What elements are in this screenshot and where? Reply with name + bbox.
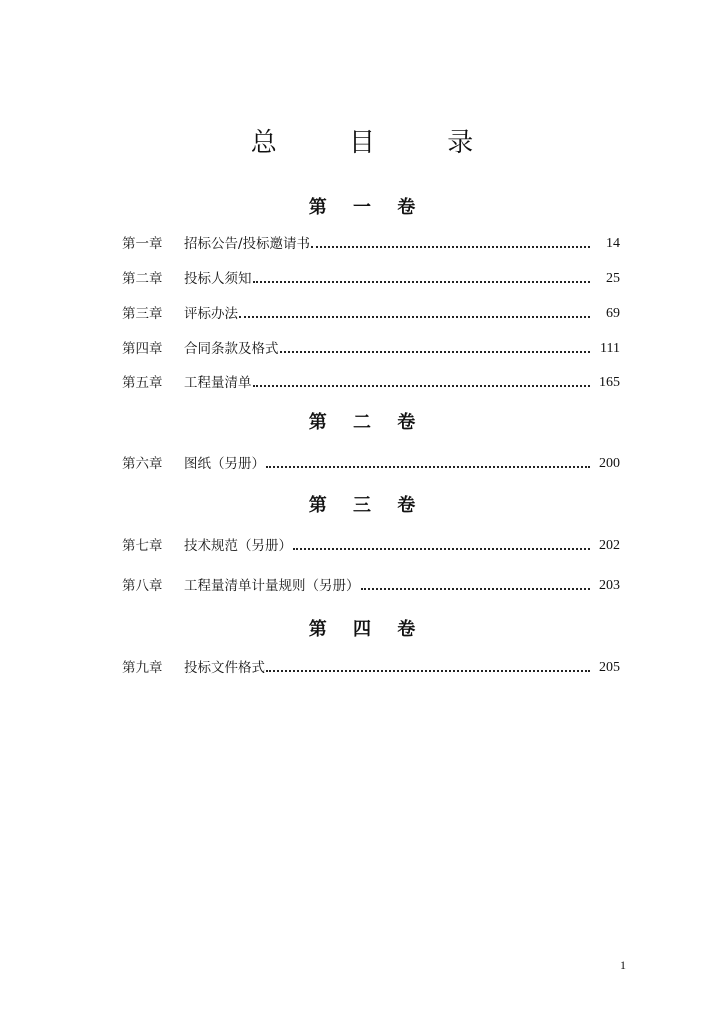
dot-leader — [361, 576, 591, 596]
page-number: 69 — [606, 306, 620, 321]
dot-leader — [253, 373, 591, 393]
chapter-title: 投标文件格式 — [184, 660, 265, 676]
chapter-title: 评标办法 — [184, 306, 238, 322]
dot-leader — [266, 454, 590, 474]
toc-entry-chapter-8[interactable] — [122, 576, 620, 596]
chapter-number: 第二章 — [122, 271, 163, 287]
page-number: 165 — [599, 375, 620, 390]
page-number: 25 — [606, 271, 620, 286]
toc-entry-chapter-9[interactable] — [122, 658, 620, 678]
chapter-title: 工程量清单 — [184, 375, 252, 391]
chapter-number: 第一章 — [122, 236, 163, 252]
volume-heading-4: 第 四 卷 — [308, 619, 426, 640]
page-number: 203 — [599, 578, 620, 593]
dot-leader — [266, 658, 590, 678]
chapter-number: 第三章 — [122, 306, 163, 322]
dot-leader — [280, 339, 591, 359]
chapter-number: 第六章 — [122, 456, 163, 472]
page-number: 205 — [599, 660, 620, 675]
toc-entry-chapter-1[interactable] — [122, 234, 620, 254]
toc-entry-chapter-6[interactable] — [122, 454, 620, 474]
toc-entry-chapter-7[interactable] — [122, 536, 620, 556]
chapter-number: 第七章 — [122, 538, 163, 554]
chapter-number: 第九章 — [122, 660, 163, 676]
chapter-number: 第四章 — [122, 341, 163, 357]
chapter-number: 第五章 — [122, 375, 163, 391]
chapter-number: 第八章 — [122, 578, 163, 594]
page-number: 14 — [606, 236, 620, 251]
chapter-title: 技术规范（另册） — [184, 538, 292, 554]
volume-heading-1: 第 一 卷 — [308, 197, 426, 218]
toc-entry-chapter-4[interactable] — [122, 339, 620, 359]
page-number: 200 — [599, 456, 620, 471]
page-title: 总 目 录 — [250, 128, 506, 158]
chapter-title: 招标公告/投标邀请书 — [184, 236, 311, 252]
chapter-title: 投标人须知 — [184, 271, 252, 287]
chapter-title: 工程量清单计量规则（另册） — [184, 578, 360, 594]
footer-page-number: 1 — [620, 958, 626, 972]
dot-leader — [293, 536, 590, 556]
dot-leader — [253, 269, 591, 289]
dot-leader — [239, 304, 590, 324]
volume-heading-2: 第 二 卷 — [308, 412, 426, 433]
chapter-title: 合同条款及格式 — [184, 341, 279, 357]
toc-entry-chapter-5[interactable] — [122, 373, 620, 393]
page-number: 202 — [599, 538, 620, 553]
volume-heading-3: 第 三 卷 — [308, 495, 426, 516]
dot-leader — [311, 234, 590, 254]
toc-entry-chapter-3[interactable] — [122, 304, 620, 324]
page-number: 111 — [600, 341, 620, 356]
chapter-title: 图纸（另册） — [184, 456, 265, 472]
toc-entry-chapter-2[interactable] — [122, 269, 620, 289]
